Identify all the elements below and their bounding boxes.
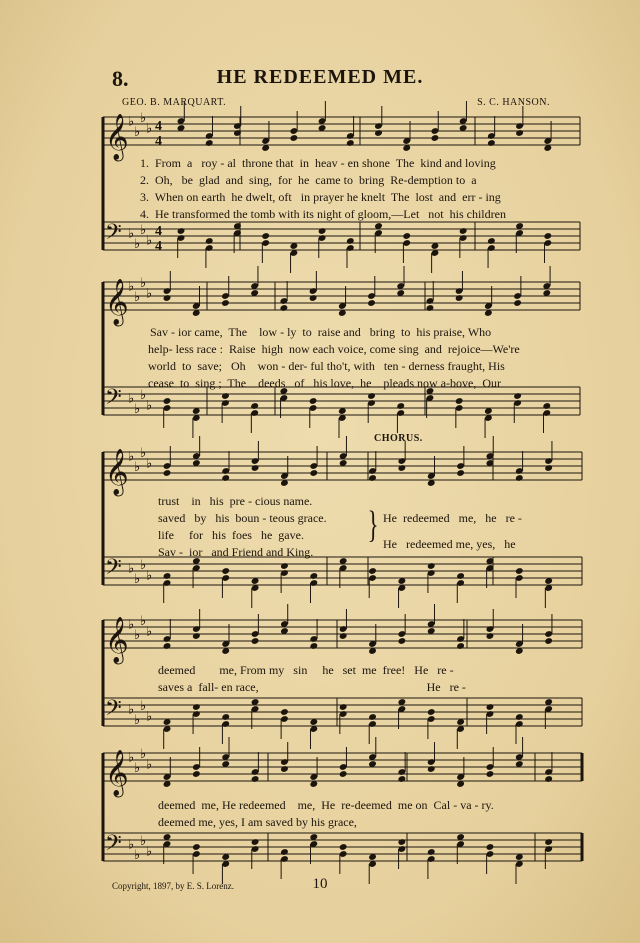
notehead [290, 134, 299, 142]
verse-3-line-1: 3. When on earth he dwelt, oft in prayer he knelt The lost and err - ing [140, 190, 501, 204]
flat-sign: ♭ [140, 446, 147, 461]
notehead [192, 703, 201, 711]
notehead [396, 402, 405, 410]
notehead [456, 469, 465, 477]
notehead [339, 703, 348, 711]
notehead [280, 304, 289, 312]
notehead [368, 713, 377, 721]
verse-1-line-2: Sav - ior came, The low - ly to raise and bring to his praise, Who [150, 325, 492, 339]
notehead [177, 227, 186, 235]
notehead [367, 392, 376, 400]
notehead [515, 567, 524, 575]
flat-sign: ♭ [146, 624, 153, 640]
notehead [221, 567, 230, 575]
notehead [163, 572, 172, 580]
notehead [542, 402, 551, 410]
notehead [221, 392, 230, 400]
flat-sign: ♭ [140, 699, 147, 714]
notehead [280, 848, 289, 856]
treble-clef: 𝄞 [105, 279, 129, 325]
time-signature-top: 4 [155, 224, 162, 239]
flat-sign: ♭ [140, 834, 147, 849]
bass-clef: 𝄢 [105, 696, 122, 726]
flat-sign: ♭ [134, 761, 141, 776]
notehead [221, 713, 230, 721]
notehead [427, 708, 436, 716]
chorus-line-1: He redeemed me, he re - [383, 511, 522, 525]
flat-sign: ♭ [134, 237, 141, 252]
flat-sign: ♭ [134, 848, 141, 863]
flat-sign: ♭ [134, 572, 141, 587]
notehead [192, 770, 201, 778]
flat-sign: ♭ [146, 844, 153, 860]
notehead [459, 227, 468, 235]
notehead [426, 304, 435, 312]
notehead [205, 237, 214, 245]
flat-sign: ♭ [146, 121, 153, 137]
notehead [205, 139, 214, 147]
notehead [515, 129, 524, 137]
notehead [163, 397, 172, 405]
chorus-line-6: deemed me, yes, I am saved by his grace, [158, 815, 357, 829]
verse-1-line-3: trust in his pre - cious name. [158, 494, 313, 508]
flat-sign: ♭ [146, 757, 153, 773]
flat-sign: ♭ [146, 568, 153, 584]
notehead [251, 637, 260, 645]
notehead [544, 838, 553, 846]
flat-sign: ♭ [134, 402, 141, 417]
treble-clef: 𝄞 [105, 617, 129, 663]
notehead [427, 848, 436, 856]
notehead [250, 402, 259, 410]
flat-sign: ♭ [134, 460, 141, 475]
treble-clef: 𝄞 [105, 750, 129, 796]
flat-sign: ♭ [146, 286, 153, 302]
verse-1-line-1: 1. From a roy - al throne that in heav - en shone The kind and loving [140, 156, 496, 170]
notehead [544, 775, 553, 783]
flat-sign: ♭ [128, 702, 135, 718]
notehead [339, 843, 348, 851]
author-credit: S. C. HANSON. [477, 97, 550, 108]
notehead [163, 294, 172, 302]
notehead [192, 632, 201, 640]
bass-clef: 𝄢 [105, 831, 122, 861]
notehead [515, 713, 524, 721]
notehead [163, 469, 172, 477]
notehead [456, 642, 465, 650]
notehead [280, 765, 289, 773]
time-signature-bottom: 4 [155, 134, 162, 149]
notehead [280, 708, 289, 716]
notehead [427, 562, 436, 570]
flat-sign: ♭ [146, 398, 153, 414]
notehead [515, 474, 524, 482]
notehead [455, 397, 464, 405]
flat-sign: ♭ [128, 279, 135, 295]
bass-clef: 𝄢 [105, 555, 122, 585]
notehead [374, 129, 383, 137]
flat-sign: ♭ [128, 750, 135, 766]
notehead [309, 572, 318, 580]
notehead [486, 770, 495, 778]
notehead [427, 765, 436, 773]
notehead [309, 469, 318, 477]
chorus-line-2: He redeemed me, yes, he [383, 537, 516, 551]
notehead [543, 232, 552, 240]
flat-sign: ♭ [146, 709, 153, 725]
flat-sign: ♭ [128, 561, 135, 577]
chorus-line-5: deemed me, He redeemed me, He re-deemed me on Cal - va - ry. [158, 798, 494, 812]
notehead [431, 134, 440, 142]
notehead [251, 775, 260, 783]
notehead [398, 464, 407, 472]
flat-sign: ♭ [140, 111, 147, 126]
flat-sign: ♭ [128, 449, 135, 465]
notehead [192, 843, 201, 851]
chorus-line-4: saves a fall- en race, He re - [158, 680, 466, 694]
notehead [318, 227, 327, 235]
notehead [486, 632, 495, 640]
notehead [309, 397, 318, 405]
notehead [487, 237, 496, 245]
flat-sign: ♭ [134, 713, 141, 728]
treble-clef: 𝄞 [105, 114, 129, 160]
notehead [261, 232, 270, 240]
notehead [339, 770, 348, 778]
verse-3-line-3: life for his foes he gave. [158, 528, 304, 542]
notehead [346, 139, 355, 147]
notehead [163, 642, 172, 650]
notehead [339, 632, 348, 640]
notehead [309, 294, 318, 302]
notehead [280, 562, 289, 570]
verse-4-line-2: cease to sing ; The deeds of his love, he pleads now a-bove, Our [148, 376, 502, 390]
notehead [346, 237, 355, 245]
verse-4-line-3: Sav - ior and Friend and King. [158, 545, 314, 559]
notehead [486, 843, 495, 851]
flat-sign: ♭ [140, 747, 147, 762]
notehead [398, 775, 407, 783]
flat-sign: ♭ [128, 226, 135, 242]
notehead [367, 299, 376, 307]
notehead [513, 299, 522, 307]
notehead [221, 474, 230, 482]
verse-2-line-2: help- less race : Raise high now each voice, come sing and rejoice—We're [148, 342, 520, 356]
notehead [398, 838, 407, 846]
notehead [487, 139, 496, 147]
flat-sign: ♭ [140, 558, 147, 573]
flat-sign: ♭ [146, 456, 153, 472]
flat-sign: ♭ [128, 837, 135, 853]
treble-clef: 𝄞 [105, 449, 129, 495]
notehead [309, 642, 318, 650]
notehead [221, 299, 230, 307]
flat-sign: ♭ [140, 276, 147, 291]
flat-sign: ♭ [134, 125, 141, 140]
notehead [486, 703, 495, 711]
bass-clef: 𝄢 [105, 220, 122, 250]
hymn-title: HE REDEEMED ME. [216, 66, 424, 88]
hymn-number: 8. [112, 66, 129, 91]
chorus-label: CHORUS. [374, 433, 423, 444]
flat-sign: ♭ [140, 223, 147, 238]
chorus-line-3: deemed me, From my sin he set me free! He re - [158, 663, 454, 677]
notehead [251, 464, 260, 472]
verse-4-line-1: 4. He transformed the tomb with its night of gloom,—Let not his children [140, 207, 506, 221]
composer-credit: GEO. B. MARQUART. [122, 97, 227, 108]
page-number: 10 [312, 876, 328, 892]
notehead [544, 464, 553, 472]
flat-sign: ♭ [128, 391, 135, 407]
flat-sign: ♭ [128, 617, 135, 633]
notehead [513, 392, 522, 400]
time-signature-bottom: 4 [155, 239, 162, 254]
notehead [368, 474, 377, 482]
flat-sign: ♭ [140, 614, 147, 629]
notehead [398, 637, 407, 645]
notehead [368, 567, 377, 575]
flat-sign: ♭ [134, 628, 141, 643]
time-signature-top: 4 [155, 119, 162, 134]
verse-2-line-1: 2. Oh, be glad and sing, for he came to bring Re-demption to a [140, 173, 477, 187]
notehead [402, 232, 411, 240]
flat-sign: ♭ [134, 290, 141, 305]
notehead [544, 637, 553, 645]
notehead [456, 572, 465, 580]
notehead [455, 294, 464, 302]
flat-sign: ♭ [146, 233, 153, 249]
flat-sign: ♭ [128, 114, 135, 130]
verse-3-line-2: world to save; Oh won - der- ful tho't, with ten - derness fraught, His [148, 359, 505, 373]
bass-clef: 𝄢 [105, 385, 122, 415]
verse-2-line-3: saved by his boun - teous grace. [158, 511, 327, 525]
verse-brace: } [367, 504, 379, 546]
copyright-notice: Copyright, 1897, by E. S. Lorenz. [112, 881, 234, 891]
notehead [251, 838, 260, 846]
flat-sign: ♭ [140, 388, 147, 403]
